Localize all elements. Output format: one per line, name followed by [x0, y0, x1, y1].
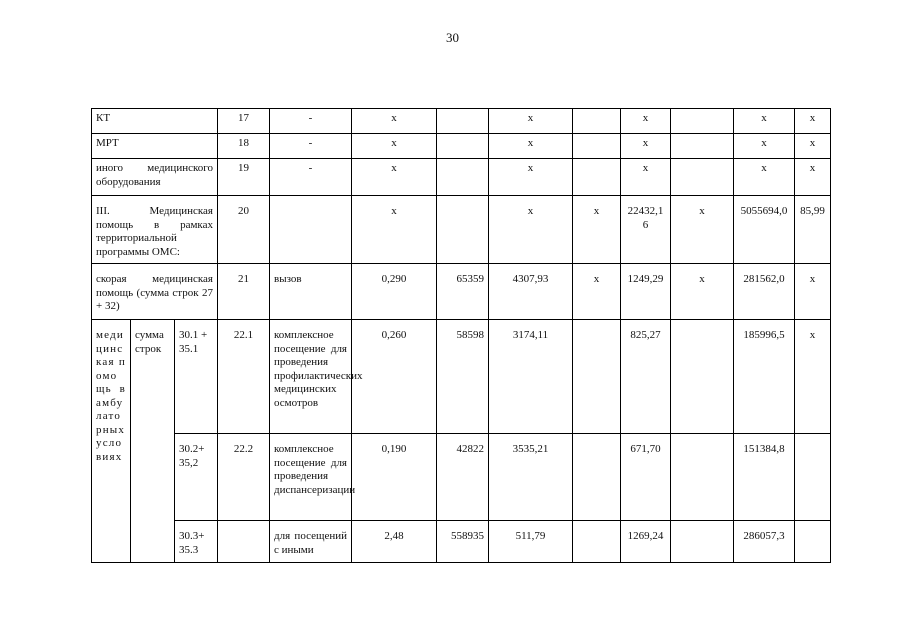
value-cell	[671, 320, 734, 434]
row-number: 20	[218, 196, 270, 264]
sum-label: сумма строк	[131, 320, 175, 563]
value-cell	[573, 521, 621, 563]
value-cell	[437, 196, 489, 264]
value-cell: х	[489, 134, 573, 159]
value-cell: 281562,0	[734, 264, 795, 320]
value-cell	[437, 109, 489, 134]
value-cell	[573, 159, 621, 196]
medical-care-table	[91, 108, 831, 563]
value-cell: 511,79	[489, 521, 573, 563]
value-cell: 5055694,0	[734, 196, 795, 264]
value-cell: х	[734, 134, 795, 159]
row-name: скорая медицинская помощь (сумма строк 27 + 32)	[92, 264, 218, 320]
value-cell	[573, 109, 621, 134]
value-cell: 558935	[437, 521, 489, 563]
value-cell: х	[671, 196, 734, 264]
value-cell	[573, 134, 621, 159]
unit-cell: -	[270, 109, 352, 134]
value-cell: 825,27	[621, 320, 671, 434]
value-cell: 2,48	[352, 521, 437, 563]
value-cell: х	[795, 109, 831, 134]
value-cell: х	[489, 109, 573, 134]
value-cell	[671, 521, 734, 563]
value-cell: х	[795, 264, 831, 320]
value-cell: х	[671, 264, 734, 320]
value-cell	[671, 109, 734, 134]
value-cell: х	[352, 109, 437, 134]
value-cell: х	[573, 264, 621, 320]
value-cell: 22432,16	[621, 196, 671, 264]
value-cell: х	[489, 159, 573, 196]
unit-cell: комплексное посещение для проведения профилактических медицинских осмотров	[270, 320, 352, 434]
table-row-outpatient-3	[92, 521, 831, 563]
value-cell: 1269,24	[621, 521, 671, 563]
value-cell: х	[621, 159, 671, 196]
value-cell: 65359	[437, 264, 489, 320]
row-number	[218, 521, 270, 563]
value-cell: х	[795, 159, 831, 196]
table-row-other-equipment	[92, 159, 831, 196]
value-cell: 185996,5	[734, 320, 795, 434]
value-cell: х	[621, 134, 671, 159]
value-cell: х	[352, 196, 437, 264]
value-cell: х	[352, 134, 437, 159]
value-cell: 58598	[437, 320, 489, 434]
value-cell	[671, 434, 734, 521]
value-cell	[437, 134, 489, 159]
value-cell: 4307,93	[489, 264, 573, 320]
row-name: КТ	[92, 109, 218, 134]
value-cell	[795, 434, 831, 521]
table-row-mrt	[92, 134, 831, 159]
value-cell: 85,99	[795, 196, 831, 264]
unit-cell: для посещений с иными	[270, 521, 352, 563]
table-row-outpatient-1	[92, 320, 831, 434]
value-cell: 0,290	[352, 264, 437, 320]
value-cell: 286057,3	[734, 521, 795, 563]
row-ref: 30.1 + 35.1	[175, 320, 218, 434]
value-cell: 3535,21	[489, 434, 573, 521]
unit-cell: комплексное посещение для проведения диспансеризации	[270, 434, 352, 521]
unit-cell: -	[270, 134, 352, 159]
value-cell	[573, 320, 621, 434]
row-name: III. Медицинская помощь в рамках территориальной программы ОМС:	[92, 196, 218, 264]
row-number: 18	[218, 134, 270, 159]
value-cell: х	[489, 196, 573, 264]
value-cell: 42822	[437, 434, 489, 521]
table-row-ambulance	[92, 264, 831, 320]
table-row-outpatient-2	[92, 434, 831, 521]
unit-cell: вызов	[270, 264, 352, 320]
value-cell: х	[734, 109, 795, 134]
value-cell: 3174,11	[489, 320, 573, 434]
value-cell: х	[621, 109, 671, 134]
outpatient-label: медицинская помощь в амбулаторных условиях	[92, 320, 131, 563]
value-cell: х	[352, 159, 437, 196]
table-row-section-3	[92, 196, 831, 264]
row-number: 19	[218, 159, 270, 196]
value-cell	[573, 434, 621, 521]
row-number: 17	[218, 109, 270, 134]
value-cell: 0,260	[352, 320, 437, 434]
row-number: 22.2	[218, 434, 270, 521]
row-ref: 30.3+ 35.3	[175, 521, 218, 563]
value-cell: х	[734, 159, 795, 196]
value-cell: х	[573, 196, 621, 264]
value-cell: 151384,8	[734, 434, 795, 521]
page-number: 30	[446, 30, 459, 45]
value-cell: х	[795, 320, 831, 434]
value-cell	[671, 159, 734, 196]
value-cell: 671,70	[621, 434, 671, 521]
value-cell: х	[795, 134, 831, 159]
value-cell	[437, 159, 489, 196]
value-cell: 1249,29	[621, 264, 671, 320]
row-number: 21	[218, 264, 270, 320]
row-number: 22.1	[218, 320, 270, 434]
unit-cell	[270, 196, 352, 264]
value-cell: 0,190	[352, 434, 437, 521]
unit-cell: -	[270, 159, 352, 196]
row-name: иного медицинского оборудования	[92, 159, 218, 196]
table-row-kt	[92, 109, 831, 134]
row-ref: 30.2+ 35,2	[175, 434, 218, 521]
value-cell	[671, 134, 734, 159]
value-cell	[795, 521, 831, 563]
row-name: МРТ	[92, 134, 218, 159]
